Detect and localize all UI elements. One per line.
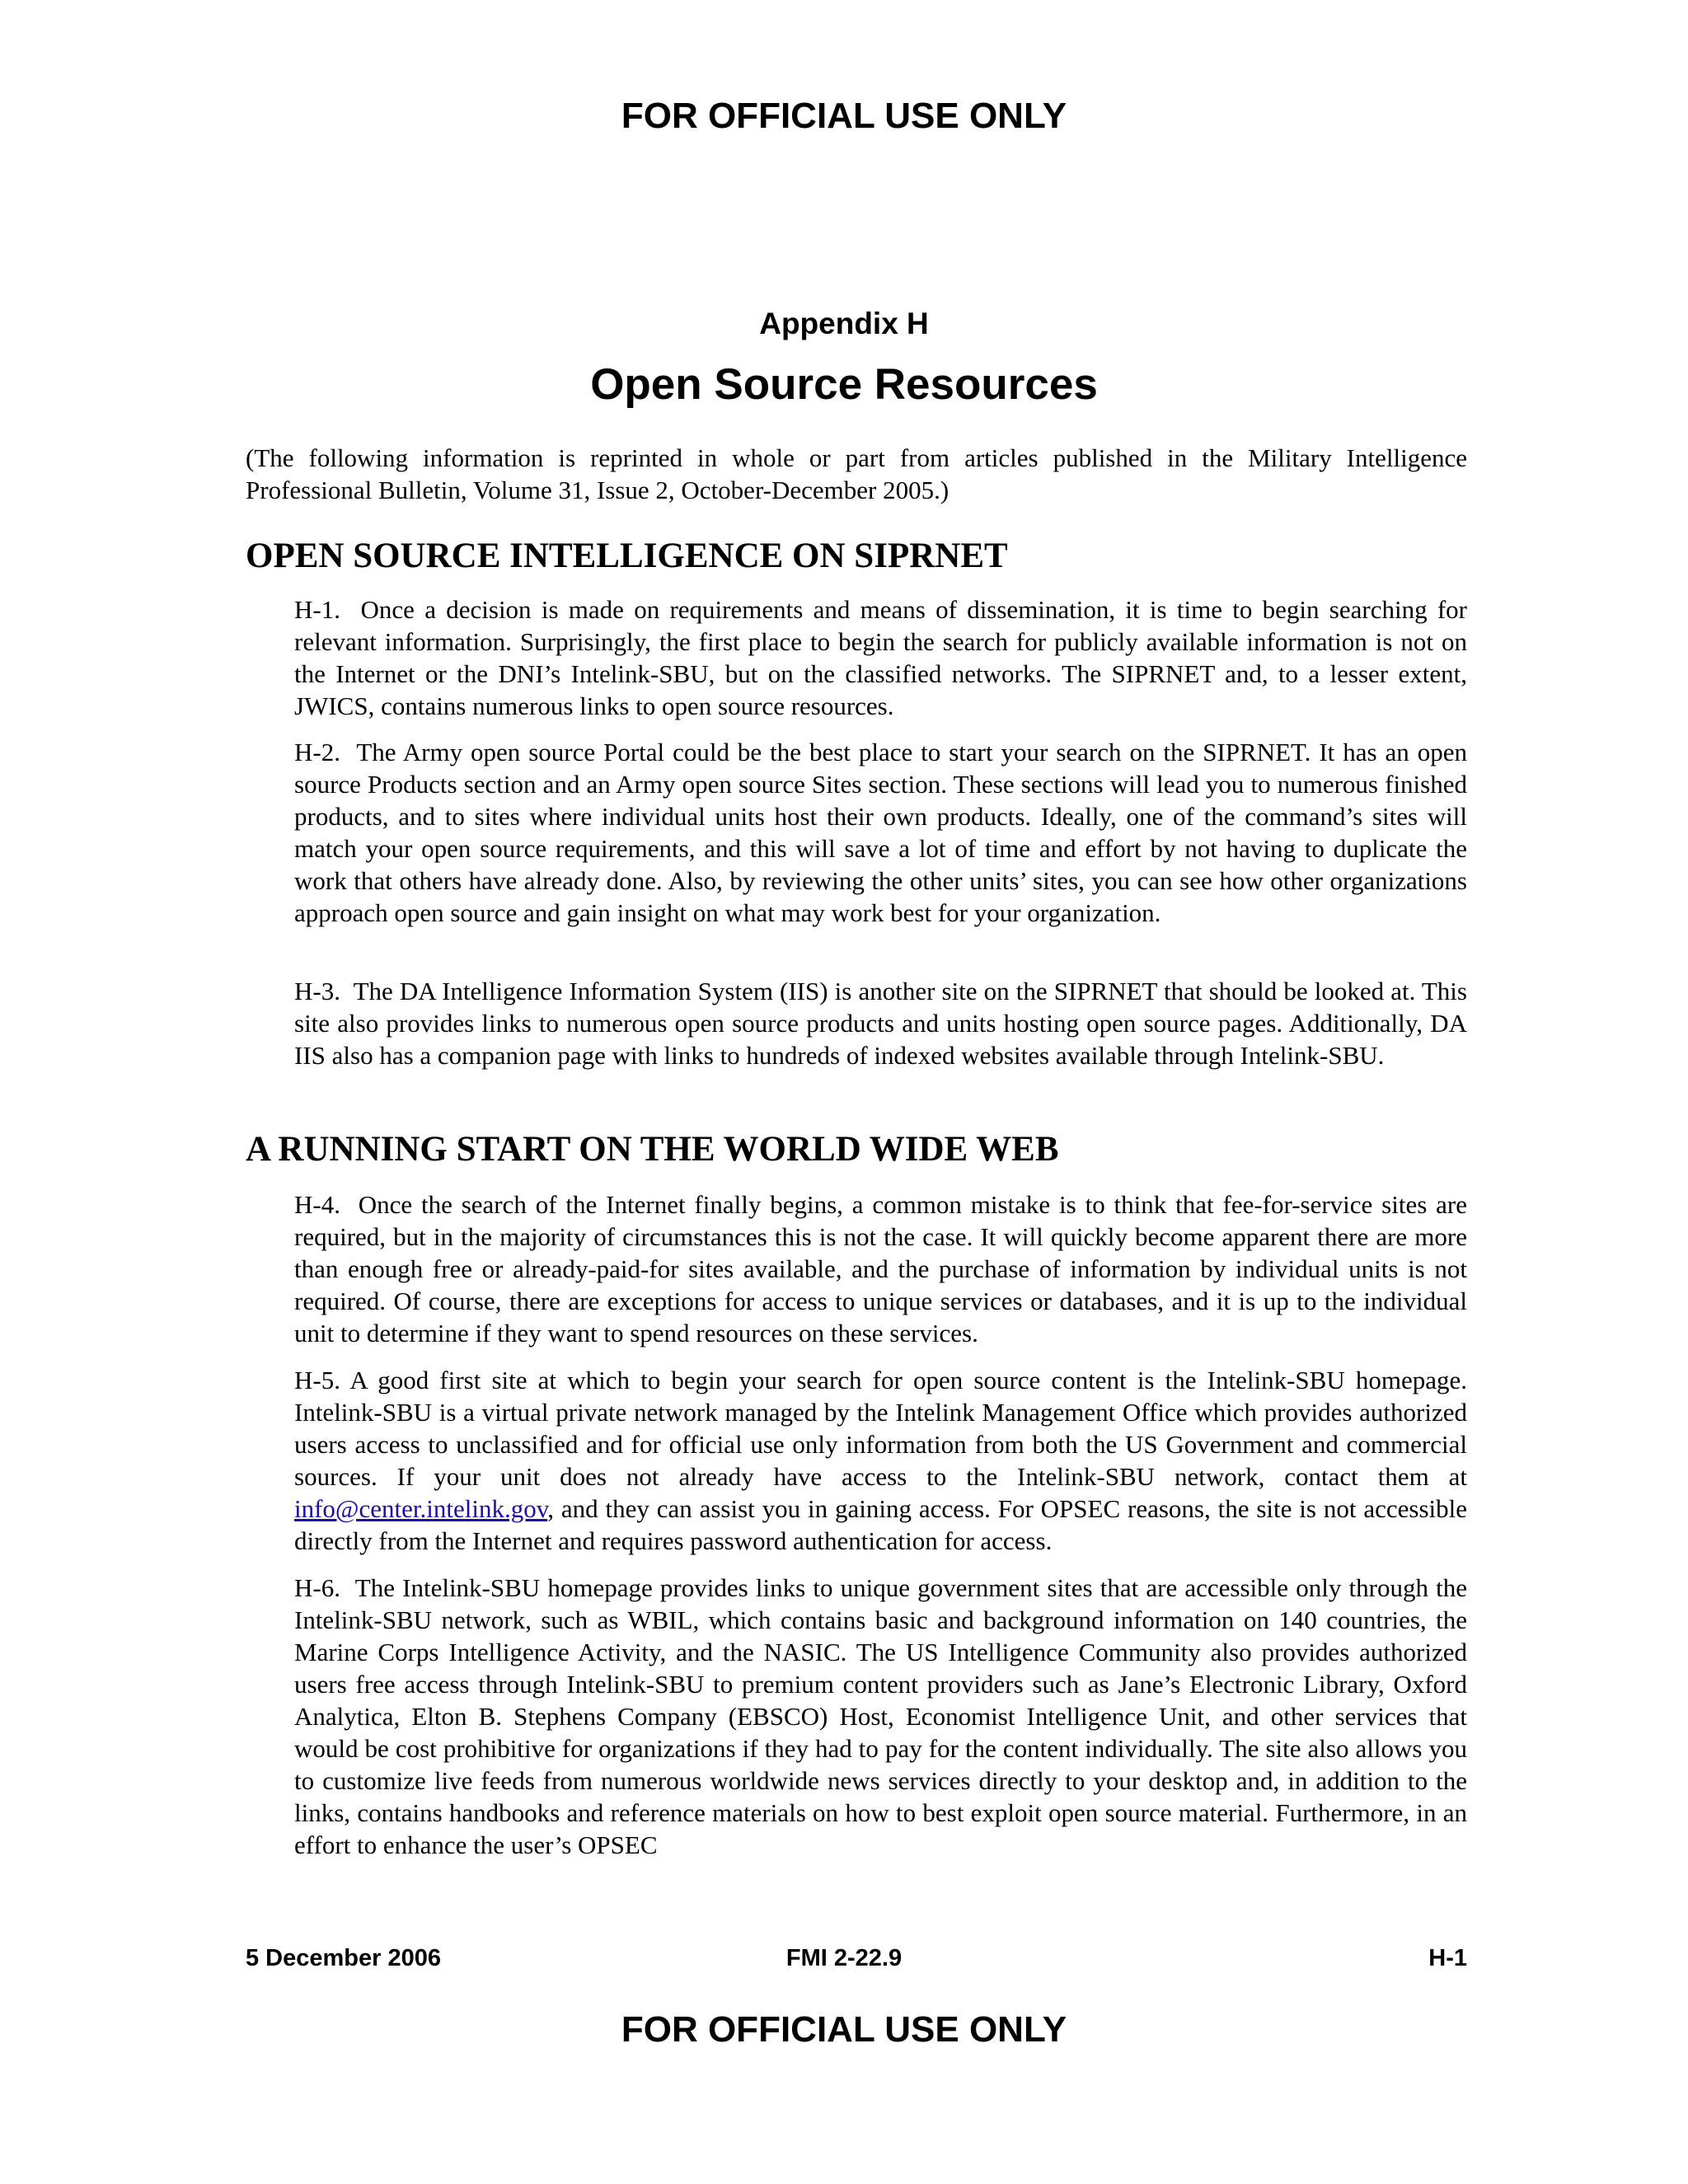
paragraph-h5 [294,1364,1467,1557]
paragraph-h4 [294,1188,1467,1349]
paragraph-text: Once a decision is made on requirements and means of dissemination, it is time to begin searching for relevant information. Surprisingly, the first place to begin the search for publicly available information is not on the Internet or the DNI’s Intelink-SBU, but on the classified networks. The SIPRNET and, to a lesser extent, JWICS, contains numerous links to open source resources. [294,595,1467,720]
section-heading-siprnet: OPEN SOURCE INTELLIGENCE ON SIPRNET [246,537,1008,575]
paragraph-number: H-3. [294,977,340,1005]
paragraph-number: H-2. [294,738,340,766]
paragraph-text: Once the search of the Internet finally begins, a common mistake is to think that fee-for-service sites are required, but in the majority of circumstances this is not the case. It will quickly become apparent there are more than enough free or already-paid-for sites available, and the purchase of information by individual units is not required. Of course, there are exceptions for access to unique services or databases, and it is up to the individual unit to determine if they want to spend resources on these services. [294,1190,1467,1347]
bottom-classification-marking: FOR OFFICIAL USE ONLY [621,2009,1067,2050]
section-heading-world-wide-web: A RUNNING START ON THE WORLD WIDE WEB [246,1130,1059,1169]
footer-document-id: FMI 2-22.9 [785,1945,903,1971]
paragraph-number: H-1. [294,595,340,624]
paragraph-h2 [294,736,1467,929]
footer-page-number: H-1 [1428,1945,1467,1971]
paragraph-text-before-link: A good first site at which to begin your search for open source content is the Intelink-SBU homepage. Intelink-SBU is a virtual private network managed by the Intelink Management Office which provides authorized users access to unclassified and for official use only information from both the US Government and commercial sources. If your unit does not already have access to the Intelink-SBU network, contact them at [294,1366,1468,1491]
paragraph-h3 [294,975,1467,1071]
paragraph-text: The Army open source Portal could be the best place to start your search on the SIPRNET. It has an open source Products section and an Army open source Sites section. These sections will lead you to numerous finished products, and to sites where individual units host their own products. Ideally, one of the command’s sites will match your open source requirements, and this will save a lot of time and effort by not having to duplicate the work that others have already done. Also, by reviewing the other units’ sites, you can see how other organizations approach open source and gain insight on what may work best for your organization. [294,738,1467,927]
page-title: Open Source Resources [590,360,1098,409]
paragraph-number: H-6. [294,1573,340,1602]
top-classification-marking: FOR OFFICIAL USE ONLY [621,96,1067,136]
paragraph-text: The Intelink-SBU homepage provides links to unique government sites that are accessible only through the Intelink-SBU network, such as WBIL, which contains basic and background information on 140 countries, the Marine Corps Intelligence Activity, and the NASIC. The US Intelligence Community also provides authorized users free access through Intelink-SBU to premium content providers such as Jane’s Electronic Library, Oxford Analytica, Elton B. Stephens Company (EBSCO) Host, Economist Intelligence Unit, and other services that would be cost prohibitive for organizations if they had to pay for the content individually. The site also allows you to customize live feeds from numerous worldwide news services directly to your desktop and, in addition to the links, contains handbooks and reference materials on how to best exploit open source material. Furthermore, in an effort to enhance the user’s OPSEC [294,1573,1467,1859]
paragraph-number: H-5. [294,1366,340,1394]
paragraph-h1 [294,593,1467,722]
footer-date: 5 December 2006 [246,1945,441,1971]
paragraph-text: The DA Intelligence Information System (IIS) is another site on the SIPRNET that should be looked at. This site also provides links to numerous open source products and units hosting open source pages. Additionally, DA IIS also has a companion page with links to hundreds of indexed websites available through Intelink-SBU. [294,977,1467,1070]
paragraph-text-after-link: , and they can assist you in gaining access. For OPSEC reasons, the site is not accessible directly from the Internet and requires password authentication for access. [294,1494,1467,1555]
paragraph-number: H-4. [294,1190,340,1219]
intro-paragraph: (The following information is reprinted in whole or part from articles published in the Military Intelligence Professional Bulletin, Volume 31, Issue 2, October-December 2005.) [246,443,1467,504]
email-link[interactable]: info@center.intelink.gov [294,1494,548,1523]
paragraph-h6 [294,1572,1467,1861]
appendix-label: Appendix H [759,307,929,340]
